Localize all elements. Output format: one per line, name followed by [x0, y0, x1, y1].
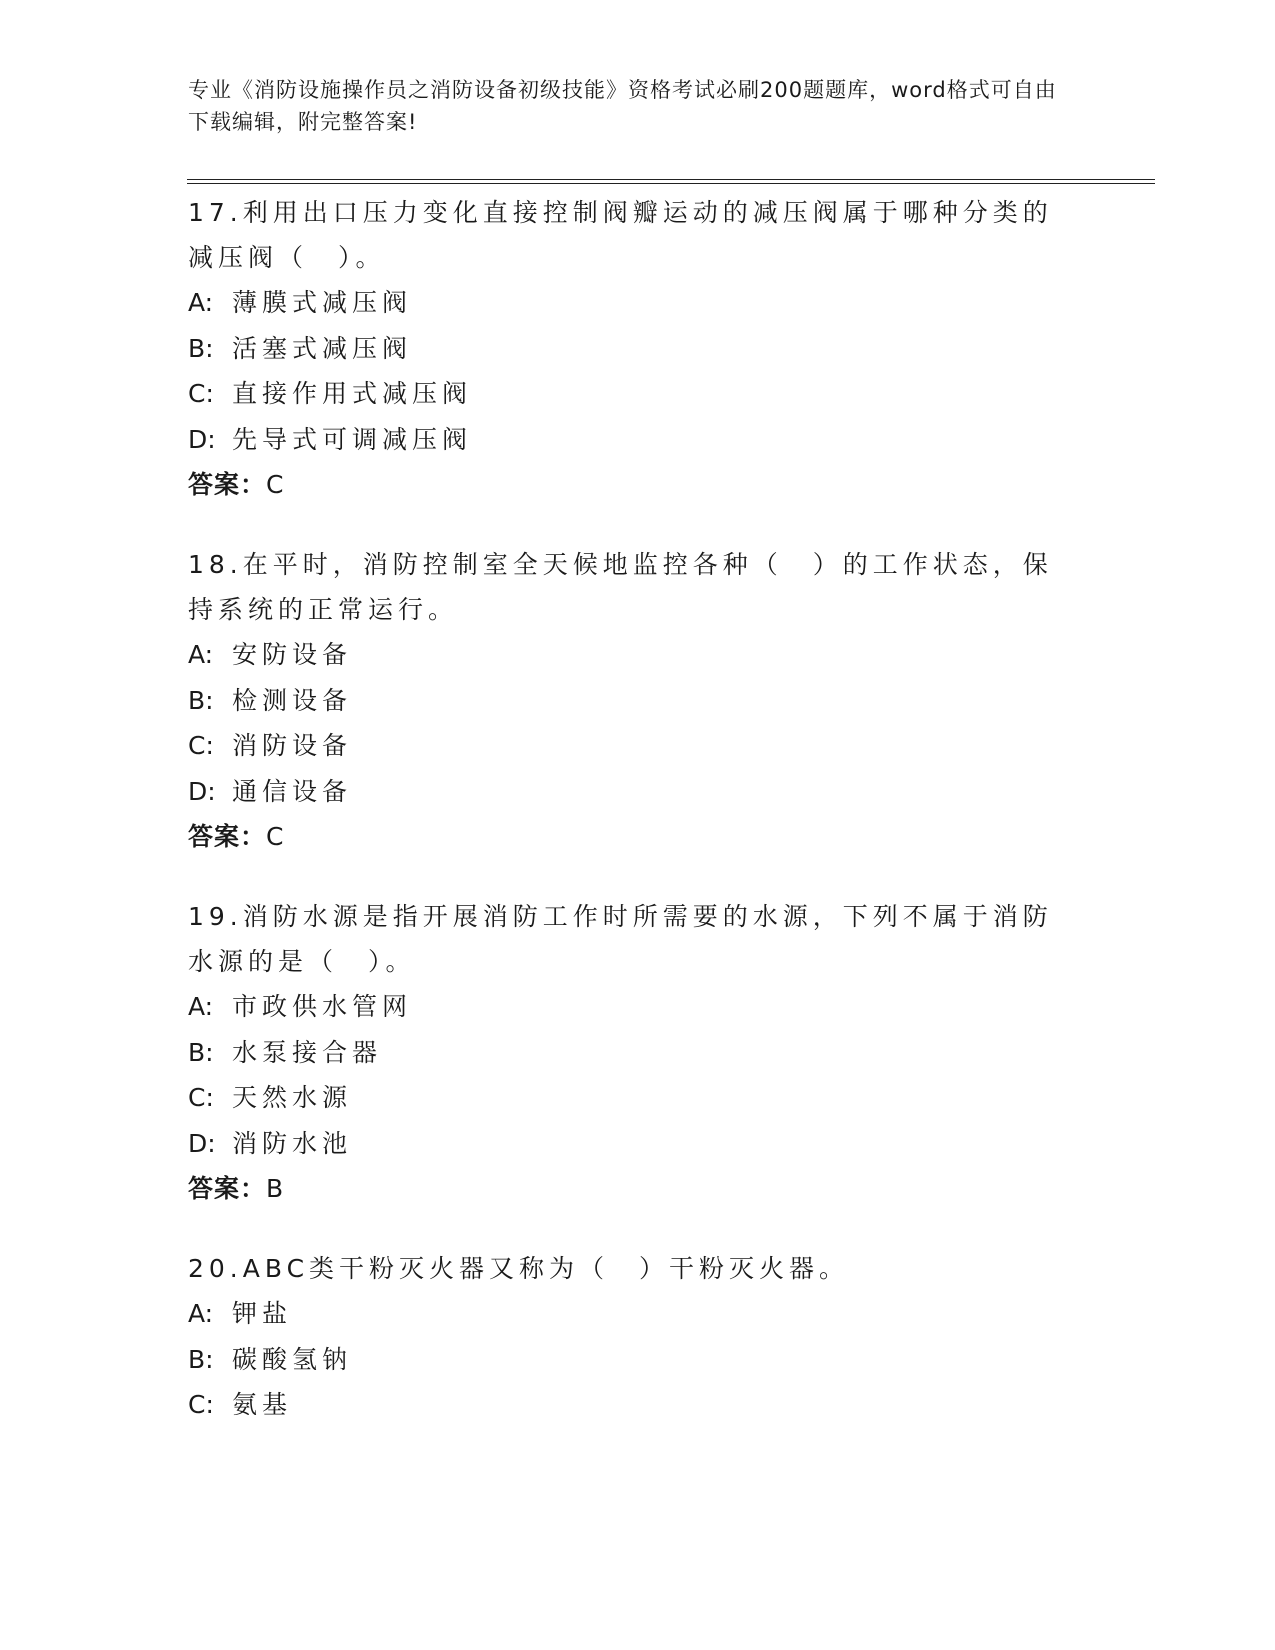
- answer-line: [188, 1166, 1078, 1212]
- question-list: [188, 190, 1078, 1462]
- option-key: A:: [188, 992, 214, 1021]
- question-19: [188, 894, 1078, 1212]
- answer-value: C: [266, 470, 285, 499]
- option-text: 安防设备: [232, 640, 353, 669]
- option-c: [188, 1075, 1078, 1121]
- option-b: [188, 326, 1078, 372]
- option-a: [188, 280, 1078, 326]
- option-text: 直接作用式减压阀: [232, 379, 473, 408]
- option-text: 钾盐: [232, 1299, 293, 1328]
- option-text: 活塞式减压阀: [232, 333, 413, 363]
- answer-value: C: [266, 822, 285, 851]
- option-key: C:: [188, 379, 214, 408]
- option-b: [188, 1337, 1078, 1383]
- option-key: A:: [188, 288, 214, 317]
- question-stem: 19.消防水源是指开展消防工作时所需要的水源，下列不属于消防水源的是（ ）。: [188, 902, 1053, 976]
- option-a: [188, 984, 1078, 1030]
- question-stem: 17.利用出口压力变化直接控制阀瓣运动的减压阀属于哪种分类的减压阀（ ）。: [188, 198, 1053, 272]
- document-header: 专业《消防设施操作员之消防设备初级技能》资格考试必刷200题题库，word格式可自由下载编辑，附完整答案!: [188, 78, 1057, 134]
- answer-label: 答案：: [188, 822, 267, 851]
- option-key: D:: [188, 424, 216, 454]
- option-text: 氨基: [232, 1390, 293, 1419]
- question-17: [188, 190, 1078, 508]
- question-20: [188, 1246, 1078, 1428]
- option-text: 先导式可调减压阀: [232, 424, 473, 454]
- option-text: 通信设备: [232, 776, 353, 806]
- option-text: 检测设备: [232, 685, 353, 715]
- option-text: 碳酸氢钠: [232, 1344, 353, 1374]
- answer-line: [188, 814, 1078, 860]
- answer-line: [188, 462, 1078, 508]
- option-key: C:: [188, 731, 214, 760]
- option-d: [188, 769, 1078, 815]
- option-text: 市政供水管网: [232, 992, 413, 1021]
- option-key: D:: [188, 1128, 216, 1158]
- question-stem: 20.ABC类干粉灭火器又称为（ ）干粉灭火器。: [188, 1254, 850, 1283]
- option-a: [188, 1291, 1078, 1337]
- option-d: [188, 417, 1078, 463]
- answer-label: 答案：: [188, 470, 267, 499]
- option-text: 消防水池: [232, 1128, 353, 1158]
- option-a: [188, 632, 1078, 678]
- option-key: B:: [188, 333, 214, 363]
- answer-label: 答案：: [188, 1174, 267, 1203]
- option-c: [188, 371, 1078, 417]
- option-key: B:: [188, 685, 214, 715]
- option-text: 消防设备: [232, 731, 353, 760]
- question-stem: 18.在平时，消防控制室全天候地监控各种（ ）的工作状态，保持系统的正常运行。: [188, 550, 1053, 624]
- option-b: [188, 678, 1078, 724]
- option-key: D:: [188, 776, 216, 806]
- option-key: A:: [188, 640, 214, 669]
- option-d: [188, 1121, 1078, 1167]
- option-key: C:: [188, 1083, 214, 1112]
- answer-value: B: [266, 1174, 285, 1203]
- option-key: C:: [188, 1390, 214, 1419]
- option-c: [188, 1382, 1078, 1428]
- question-18: [188, 542, 1078, 860]
- option-c: [188, 723, 1078, 769]
- header-divider-bottom: [187, 183, 1155, 184]
- option-b: [188, 1030, 1078, 1076]
- option-key: B:: [188, 1344, 214, 1374]
- option-text: 天然水源: [232, 1083, 353, 1112]
- option-key: A:: [188, 1299, 214, 1328]
- option-text: 水泵接合器: [232, 1037, 383, 1067]
- option-text: 薄膜式减压阀: [232, 288, 413, 317]
- option-key: B:: [188, 1037, 214, 1067]
- header-divider-top: [187, 179, 1155, 180]
